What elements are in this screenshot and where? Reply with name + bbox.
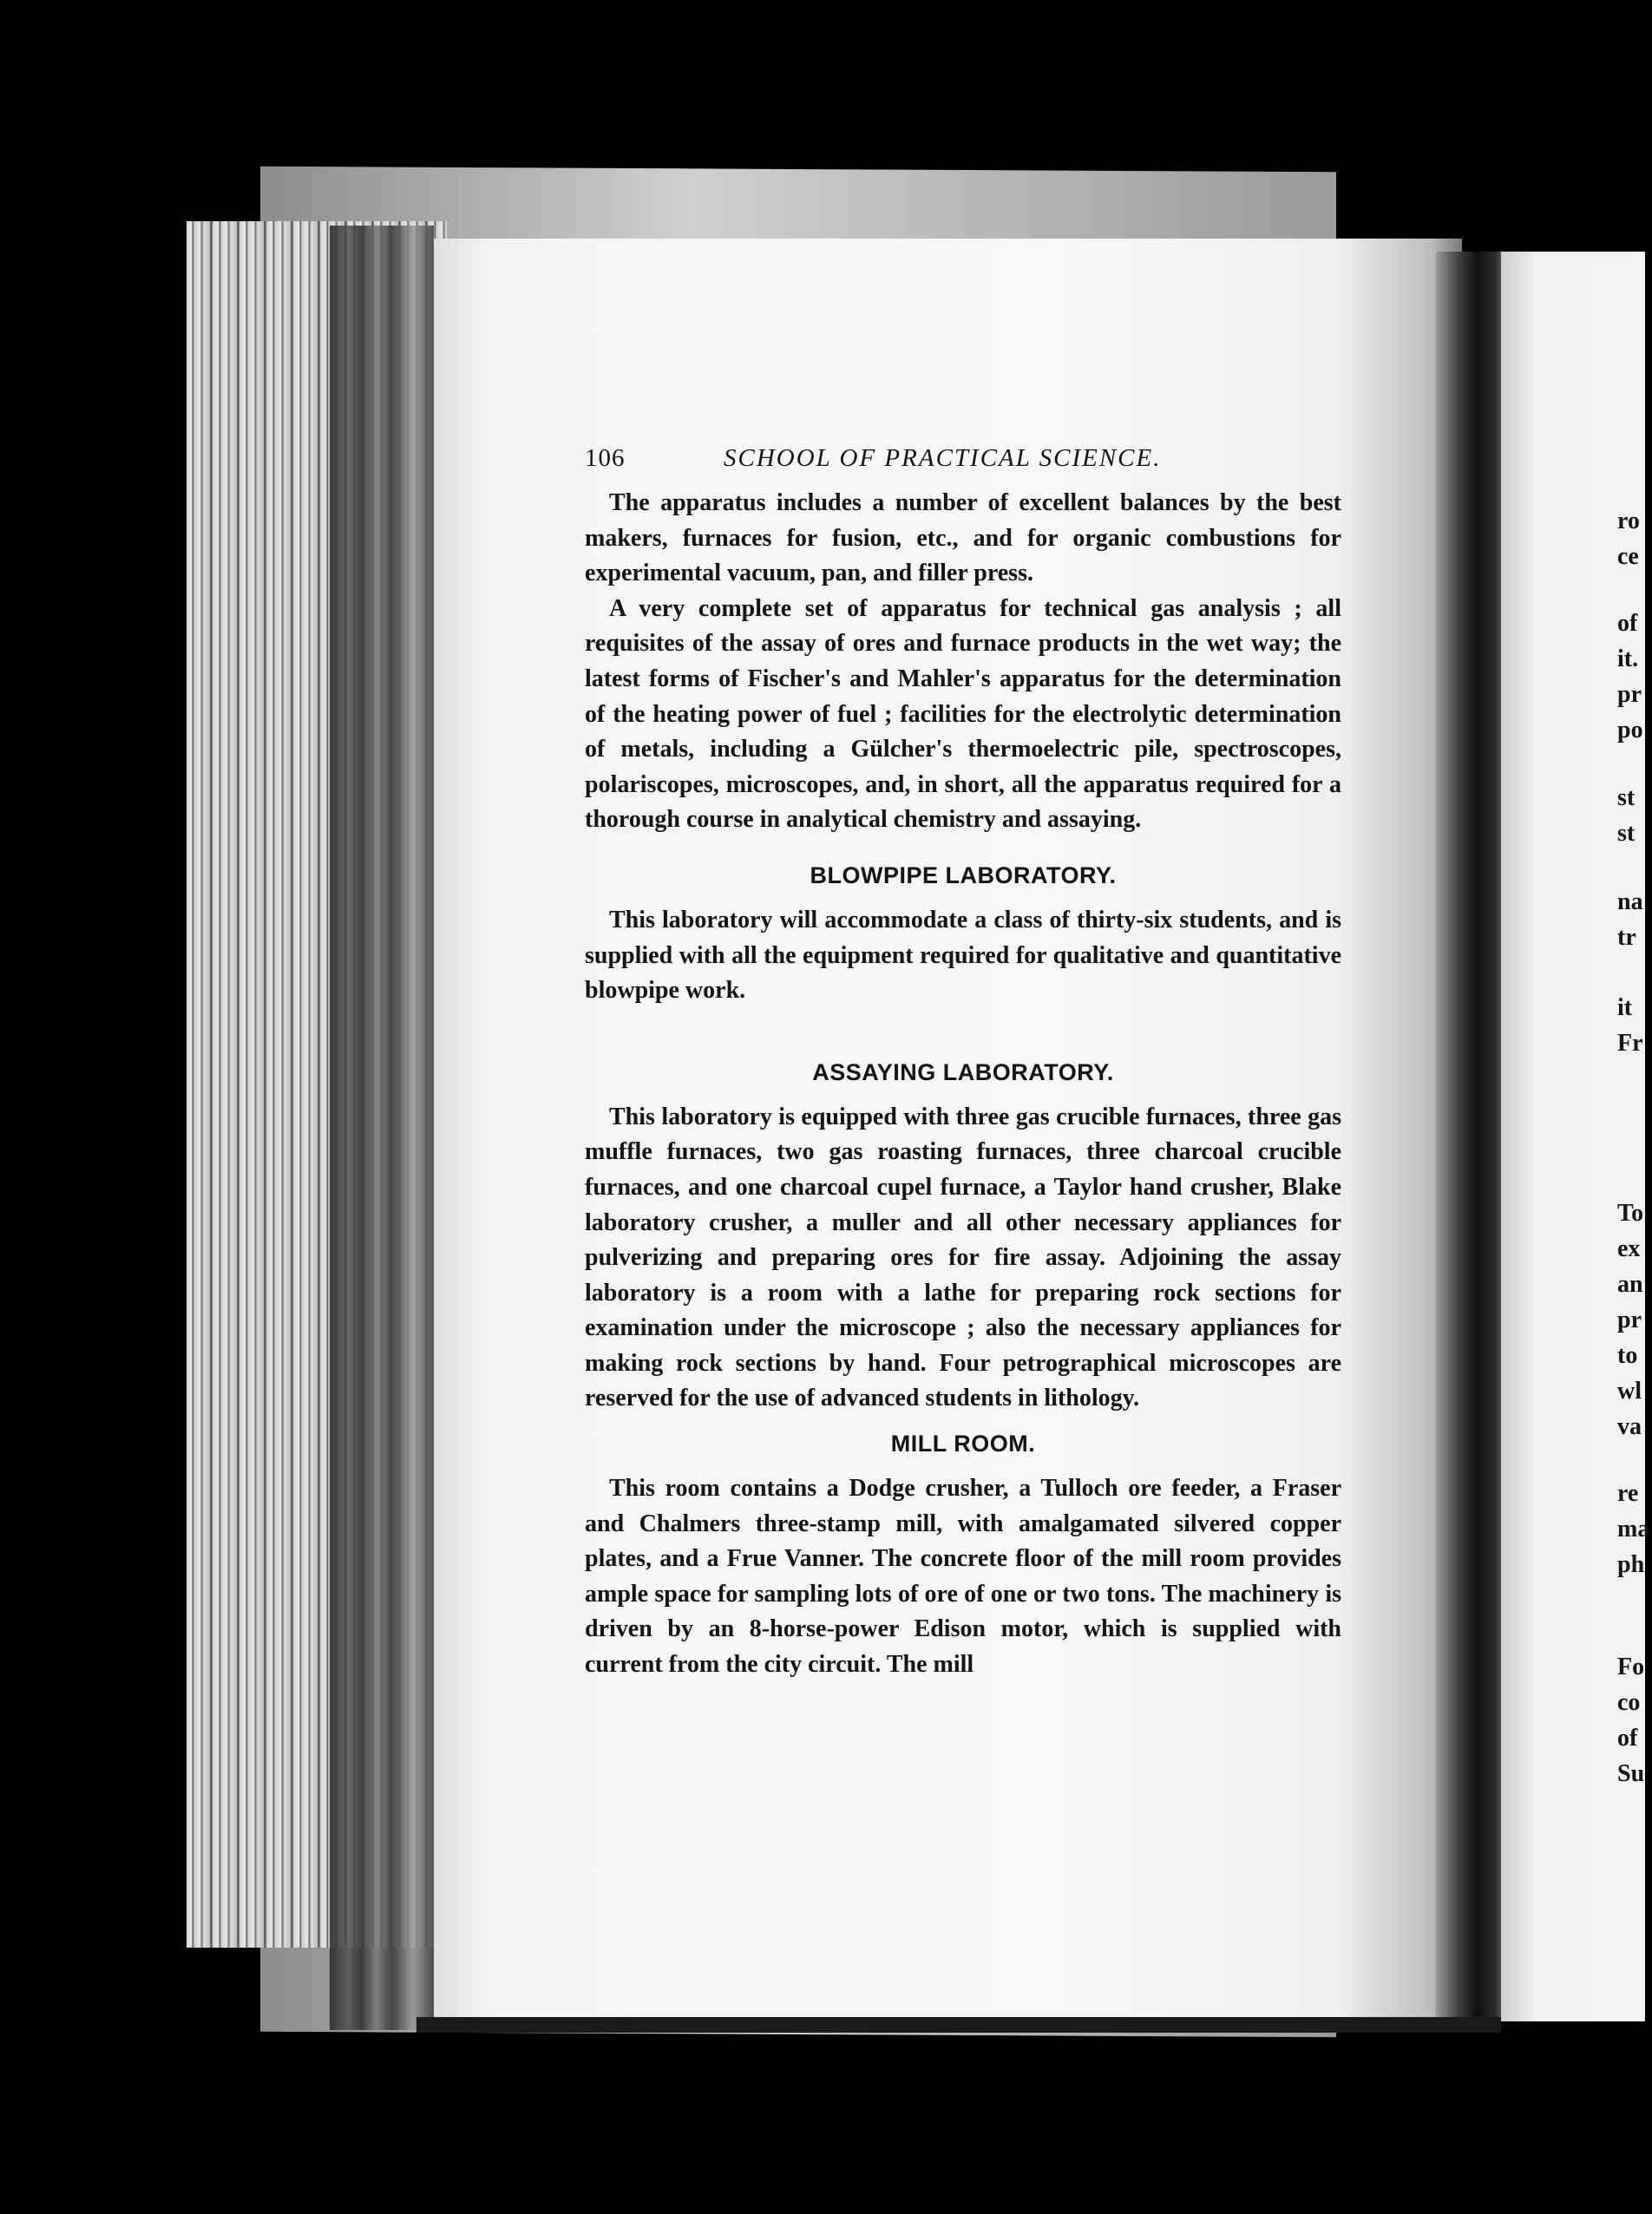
paragraph: A very complete set of apparatus for technical gas analysis ; all requisites of the assay of ores and furnace products in the wet way; the latest forms of Fischer's and Mahler's apparatus for the determination of the heating power of fuel ; facilities for the electrolytic determination of metals, including a Gülcher's thermoelectric pile, spectroscopes, polariscopes, microscopes, and, in short, all the apparatus required for a thorough course in analytical chemistry and assaying. [585,594,1341,834]
page-stack-shadow [330,226,434,2030]
section-heading: BLOWPIPE LABORATORY. [810,861,1117,888]
paragraph: This laboratory is equipped with three gas crucible furnaces, three gas muffle furnaces, two gas roasting furnaces, three charcoal crucible furnaces, and one charcoal cupel furnace, a Taylor hand crusher, Blake laboratory crusher, a muller and all other necessary appliances for pulverizing and preparing ores for fire assay. Adjoining the assay laboratory is a room with a lathe for preparing rock sections for examination under the microscope ; also the necessary appliances for making rock sections by hand. Four petrographical microscopes are reserved for the use of advanced students in lithology. [585,1103,1341,1412]
fragment: ce [1617,543,1639,570]
fragment: Su [1617,1760,1645,1787]
paragraph: The apparatus includes a number of excellent balances by the best makers, furnaces for fusion, etc., and for organic combustions for experimental vacuum, pan, and filler press. [585,489,1341,587]
running-head [585,434,1341,486]
fragment: ma [1617,1516,1650,1543]
fragment: ro [1617,508,1640,534]
fragment: ph [1617,1551,1645,1578]
fragment: co [1617,1689,1641,1716]
fragment: va [1617,1413,1642,1440]
section-blowpipe-laboratory [585,838,1341,1009]
fragment: Fo [1617,1654,1645,1680]
fragment: na [1617,888,1643,915]
fragment: wl [1617,1378,1642,1405]
paragraph: This laboratory will accommodate a class of thirty-six students, and is supplied with all the equipment required for qualitative and quantitative blowpipe work. [585,906,1341,1005]
page-number: 106 [585,444,626,472]
fragment: po [1617,717,1643,743]
section-heading: MILL ROOM. [890,1431,1036,1457]
fragment: st [1617,784,1636,811]
fragment: it [1617,994,1633,1021]
fragment: it. [1617,645,1639,672]
fragment: Fr [1617,1030,1643,1057]
page-bottom-edge [416,2017,1501,2033]
fragment: ex [1617,1235,1641,1262]
page-text [585,434,1341,1683]
section-assaying-laboratory [585,1009,1341,1417]
fragment: st [1617,820,1636,847]
section-mill-room [585,1417,1341,1683]
fragment: pr [1617,1307,1642,1333]
section-heading: ASSAYING LABORATORY. [812,1058,1114,1085]
fragment: tr [1617,924,1636,951]
book-gutter [1436,252,1505,2021]
section-apparatus [585,486,1341,838]
paragraph: This room contains a Dodge crusher, a Tulloch ore feeder, a Fraser and Chalmers three-stamp mill, with amalgamated silvered copper plates, and a Frue Vanner. The concrete floor of the mill room provides ample space for sampling lots of ore of one or two tons. The machinery is driven by an 8-horse-power Edison motor, which is supplied with current from the city circuit. The mill [585,1475,1341,1679]
fragment: To [1617,1200,1644,1227]
running-head-title: SCHOOL OF PRACTICAL SCIENCE. [724,444,1162,472]
fragment: of [1617,610,1638,637]
fragment: an [1617,1271,1643,1298]
fragment: to [1617,1342,1638,1369]
fragment: re [1617,1480,1639,1507]
fragment: of [1617,1725,1638,1752]
fragment: pr [1617,681,1642,708]
